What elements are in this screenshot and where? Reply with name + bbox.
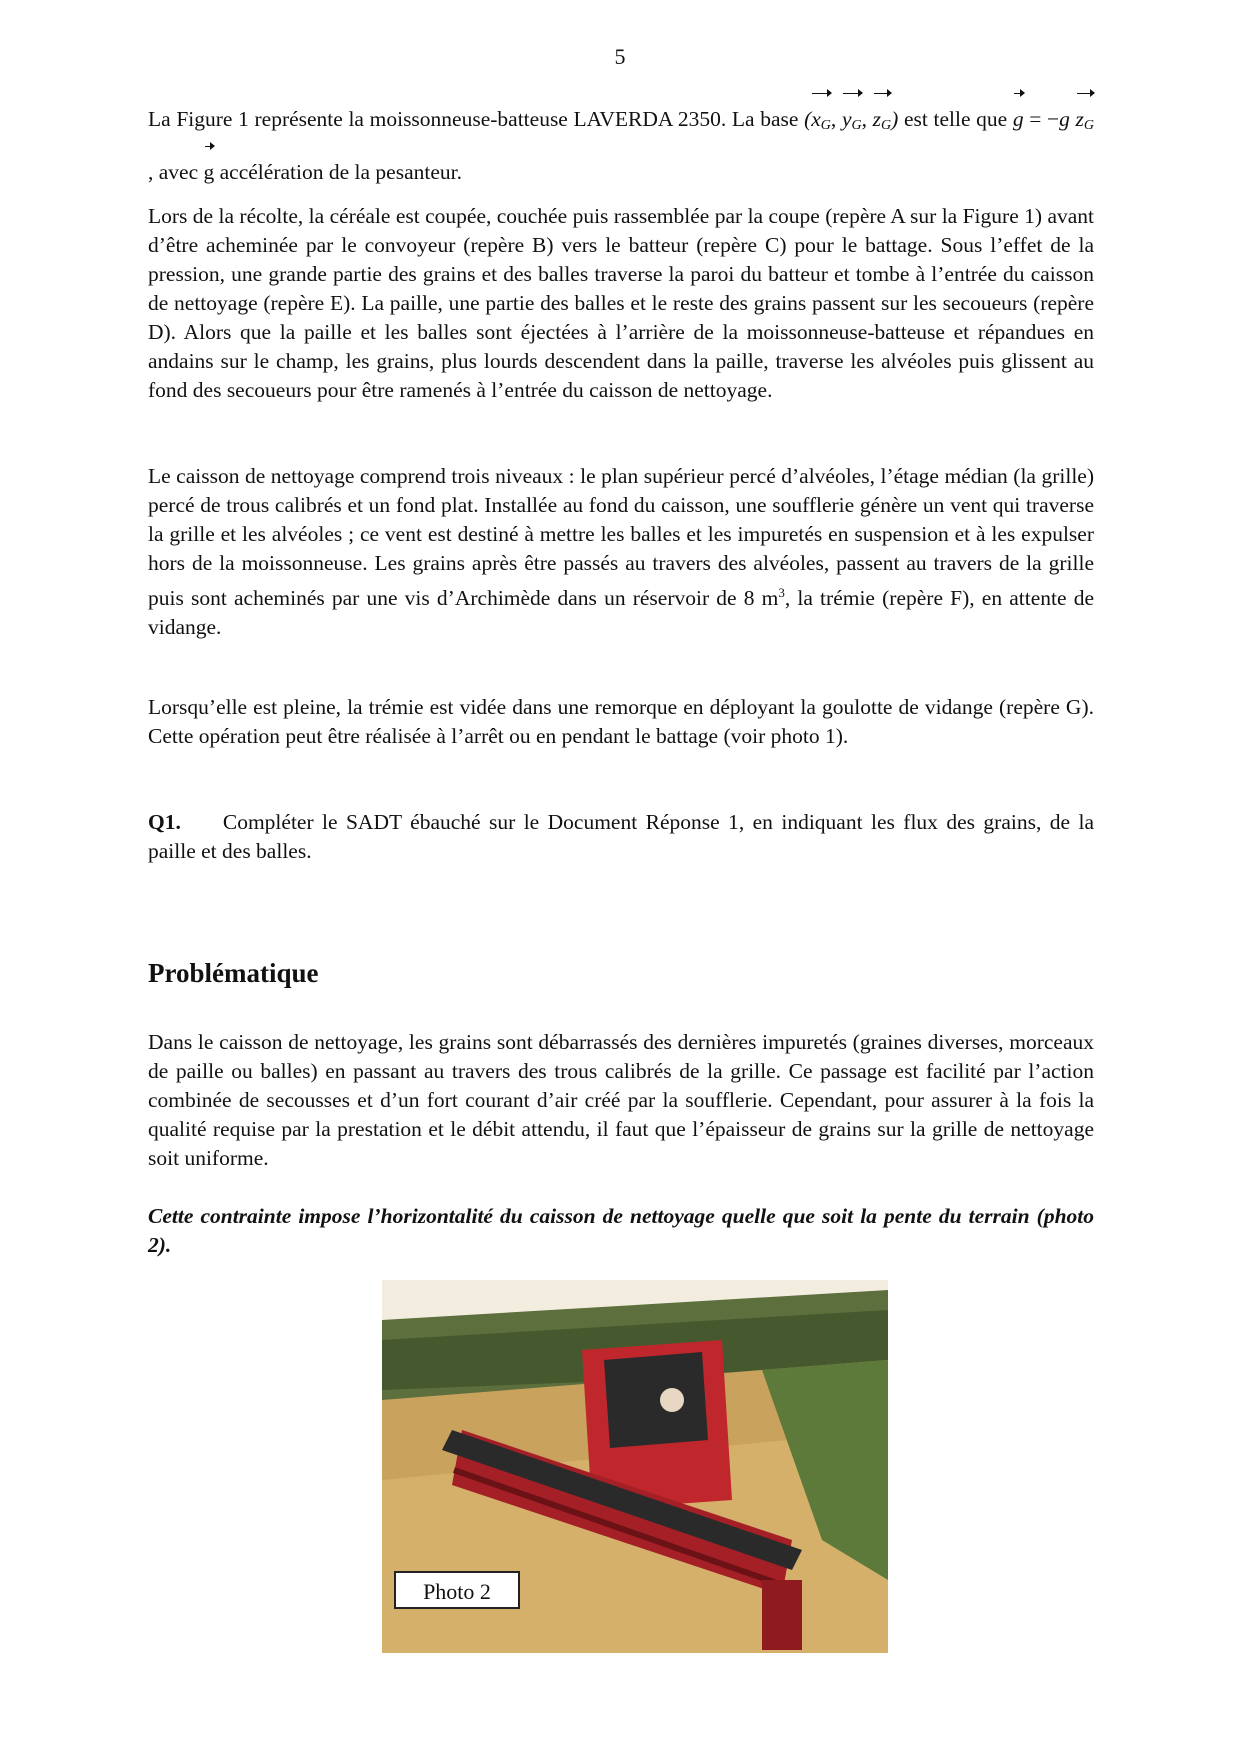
paragraph-cleaning-box: Le caisson de nettoyage comprend trois niveaux : le plan supérieur percé d’alvéoles, l’étage médian (la grille) percé de trous calibrés et un fond plat. Installée au fond du caisson, une soufflerie génère un vent qui traverse la grille et les alvéoles ; ce vent est destiné à mettre les balles et les impuretés en suspension et à les expulser hors de la moissonneuse. Les grains après être passés au travers des alvéoles, passent au travers de la grille puis sont acheminés par une vis d’Archimède dans un réservoir de 8 $m^3$, la trémie (repère F), en attente de vidange.	[148, 464, 1094, 640]
emphasis-constraint: Cette contrainte impose l’horizontalité du caisson de nettoyage quelle que soit la pente du terrain (photo 2).	[148, 1204, 1094, 1257]
question-label: Q1.	[148, 810, 181, 834]
page-number: 5	[614, 44, 626, 69]
y-vector: $y_G$	[842, 96, 862, 149]
zg-vector: $z_G$	[1076, 96, 1095, 149]
g-vector: g	[1013, 96, 1024, 142]
z-vector: $z_G$	[873, 96, 892, 149]
photo-caption: Photo 2	[394, 1571, 520, 1609]
intro-paragraph: La Figure 1 représente la moissonneuse-batteuse LAVERDA 2350. La base ($x_G$, $y_G$, $z_G$) est telle que g = −g $z_G$ , avec g accélération de la pesanteur.	[148, 96, 1094, 195]
paragraph-harvest: Lors de la récolte, la céréale est coupée, couchée puis rassemblée par la coupe (repère A sur la Figure 1) avant d’être acheminée par le convoyeur (repère B) vers le batteur (repère C) pour le battage. Sous l’effet de la pression, une grande partie des grains et des balles traverse la paroi du batteur et tombe à l’entrée du caisson de nettoyage (repère E). La paille, une partie des balles et le reste des grains passent sur les secoueurs (repère D). Alors que la paille et les balles sont éjectées à l’arrière de la moissonneuse-batteuse et répandues en andains sur le champ, les grains, plus lourds descendent dans la paille, traverse les alvéoles puis glissent au fond des secoueurs pour être ramenés à l’entrée du caisson de nettoyage.	[148, 204, 1094, 402]
paragraph-problem: Dans le caisson de nettoyage, les grains sont débarrassés des dernières impuretés (graines diverses, morceaux de paille ou balles) en passant au travers des trous calibrés de la grille. Ce passage est facilité par l’action combinée de secousses et d’un fort courant d’air créé par la soufflerie. Cependant, pour assurer à la fois la qualité requise par la prestation et le débit attendu, il faut que l’épaisseur de grains sur la grille de nettoyage soit uniforme.	[148, 1030, 1094, 1170]
question-text: Compléter le SADT ébauché sur le Document Réponse 1, en indiquant les flux des grains, de la paille et des balles.	[148, 810, 1094, 863]
harvester-cab	[604, 1352, 708, 1448]
x-vector: $x_G$	[811, 96, 831, 149]
section-heading: Problématique	[148, 958, 319, 988]
question-q1	[148, 808, 1094, 866]
intro-text-2: est telle que	[898, 107, 1013, 131]
paragraph-hopper: Lorsqu’elle est pleine, la trémie est vidée dans une remorque en déployant la goulotte de vidange (repère G). Cette opération peut être réalisée à l’arrêt ou en pendant le battage (voir photo 1).	[148, 695, 1094, 748]
intro-text: La Figure 1 représente la moissonneuse-batteuse LAVERDA 2350. La base	[148, 107, 805, 131]
g-vector-2: g	[204, 149, 215, 195]
